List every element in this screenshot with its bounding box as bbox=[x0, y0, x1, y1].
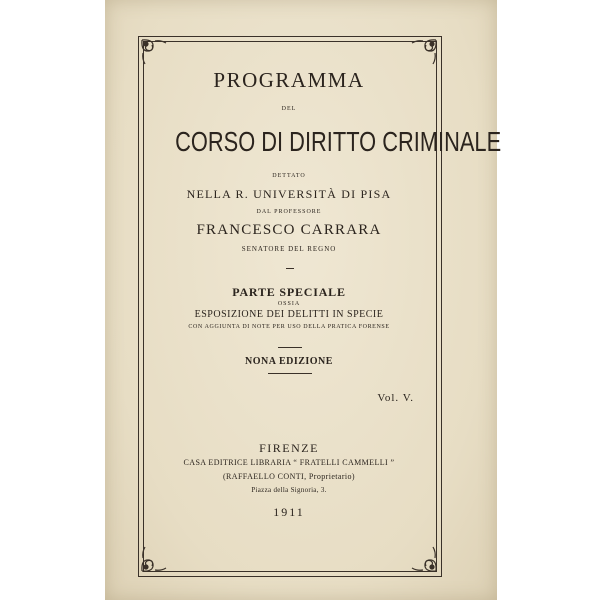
text-dettato: DETTATO bbox=[272, 173, 306, 179]
university-line: NELLA R. UNIVERSITÀ DI PISA bbox=[186, 187, 392, 201]
publisher: CASA EDITRICE LIBRARIA “ FRATELLI CAMMELLI ” bbox=[183, 458, 395, 467]
subtitle: ESPOSIZIONE DEI DELITTI IN SPECIE bbox=[194, 309, 384, 320]
text-ossia: OSSIA bbox=[277, 301, 301, 307]
corner-ornament-icon bbox=[139, 37, 169, 67]
heading-programma: PROGRAMMA bbox=[213, 68, 365, 92]
corner-ornament-icon bbox=[409, 544, 439, 574]
divider bbox=[278, 347, 302, 348]
corner-ornament-icon bbox=[139, 544, 169, 574]
author-name: FRANCESCO CARRARA bbox=[196, 222, 382, 238]
main-title: CORSO DI DIRITTO CRIMINALE bbox=[175, 126, 502, 157]
publication-year: 1911 bbox=[273, 505, 305, 519]
city: FIRENZE bbox=[259, 441, 319, 455]
subtitle-note: CON AGGIUNTA DI NOTE PER USO DELLA PRATICA FORENSE bbox=[188, 324, 390, 330]
divider bbox=[286, 268, 294, 269]
volume-number: Vol. V. bbox=[377, 392, 414, 404]
text-del: DEL bbox=[281, 106, 297, 112]
corner-ornament-icon bbox=[409, 37, 439, 67]
publisher-address: Piazza della Signoria, 3. bbox=[251, 486, 327, 494]
divider bbox=[268, 373, 312, 374]
part-heading: PARTE SPECIALE bbox=[232, 285, 346, 299]
author-title: SENATORE DEL REGNO bbox=[241, 245, 337, 253]
edition: NONA EDIZIONE bbox=[245, 356, 333, 367]
text-dal-professore: DAL PROFESSORE bbox=[256, 209, 322, 215]
publisher-proprietor: (RAFFAELLO CONTI, Proprietario) bbox=[222, 472, 355, 481]
